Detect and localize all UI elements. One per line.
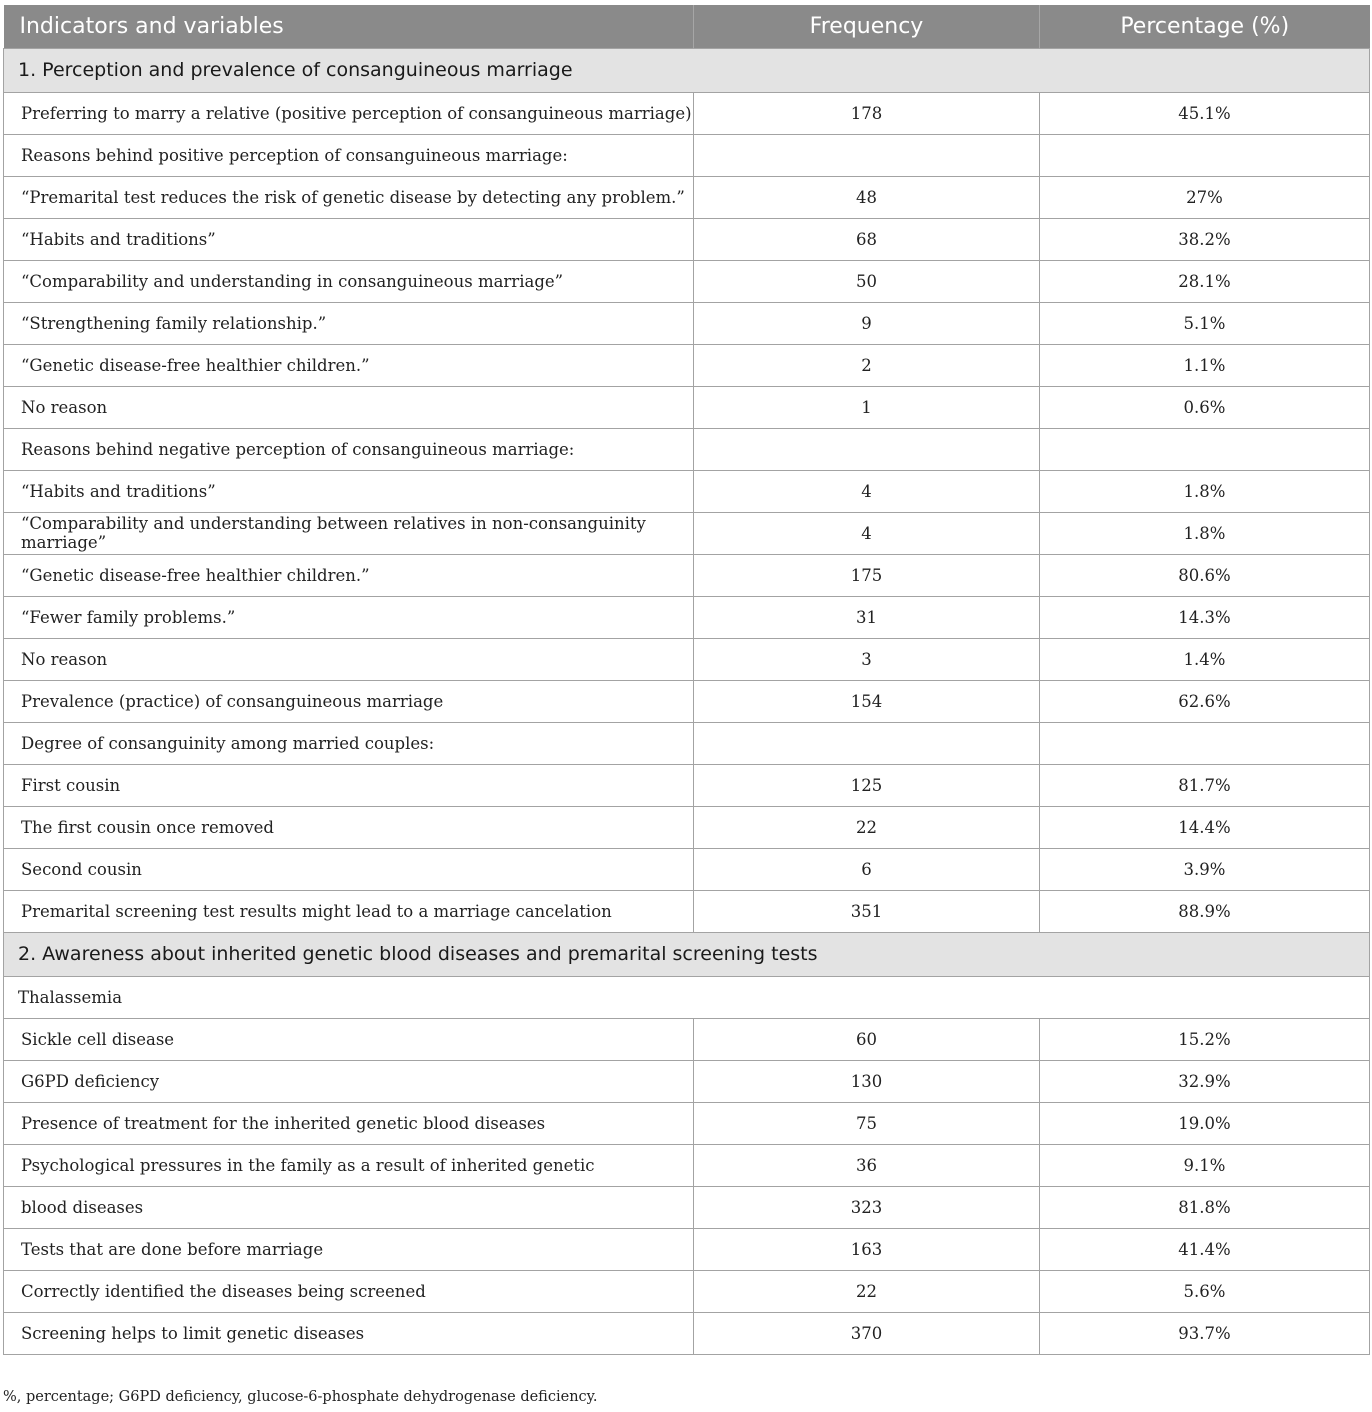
- table-row: [4, 1312, 1370, 1354]
- table-row: [4, 806, 1370, 848]
- frequency-cell: 22: [694, 806, 1040, 848]
- row-label: Reasons behind negative perception of consanguineous marriage:: [4, 428, 694, 470]
- table-row: [4, 428, 1370, 470]
- frequency-cell: 2: [694, 344, 1040, 386]
- table-row: [4, 260, 1370, 302]
- row-label: Thalassemia: [4, 976, 1370, 1018]
- table-row: [4, 680, 1370, 722]
- frequency-cell: 68: [694, 218, 1040, 260]
- frequency-cell: 351: [694, 890, 1040, 932]
- percentage-cell: 38.2%: [1040, 218, 1370, 260]
- frequency-cell: 130: [694, 1060, 1040, 1102]
- row-label: No reason: [4, 386, 694, 428]
- frequency-cell: 154: [694, 680, 1040, 722]
- table-row: [4, 1144, 1370, 1186]
- frequency-cell: 4: [694, 470, 1040, 512]
- table-row: [4, 976, 1370, 1018]
- percentage-cell: 1.1%: [1040, 344, 1370, 386]
- percentage-cell: 5.1%: [1040, 302, 1370, 344]
- table-row: [4, 638, 1370, 680]
- percentage-cell: 15.2%: [1040, 1018, 1370, 1060]
- table-row: [4, 386, 1370, 428]
- frequency-cell: 163: [694, 1228, 1040, 1270]
- frequency-cell: 9: [694, 302, 1040, 344]
- percentage-cell: 81.8%: [1040, 1186, 1370, 1228]
- row-label: Sickle cell disease: [4, 1018, 694, 1060]
- percentage-cell: 93.7%: [1040, 1312, 1370, 1354]
- table-row: [4, 176, 1370, 218]
- percentage-cell: 62.6%: [1040, 680, 1370, 722]
- row-label: blood diseases: [4, 1186, 694, 1228]
- row-label: No reason: [4, 638, 694, 680]
- table-footnote: %, percentage; G6PD deficiency, glucose-6-phosphate dehydrogenase deficiency.: [3, 1389, 598, 1405]
- frequency-cell: 31: [694, 596, 1040, 638]
- row-label: “Premarital test reduces the risk of genetic disease by detecting any problem.”: [4, 176, 694, 218]
- percentage-cell: 1.4%: [1040, 638, 1370, 680]
- frequency-cell: 36: [694, 1144, 1040, 1186]
- table-row: [4, 1102, 1370, 1144]
- percentage-cell: 5.6%: [1040, 1270, 1370, 1312]
- frequency-cell: 370: [694, 1312, 1040, 1354]
- frequency-cell: 125: [694, 764, 1040, 806]
- table-row: [4, 722, 1370, 764]
- frequency-cell: 22: [694, 1270, 1040, 1312]
- percentage-cell: 14.4%: [1040, 806, 1370, 848]
- row-label: “Strengthening family relationship.”: [4, 302, 694, 344]
- data-table: [3, 5, 1370, 1355]
- percentage-cell: 28.1%: [1040, 260, 1370, 302]
- row-label: “Comparability and understanding between relatives in non-consanguinity marriage”: [4, 512, 694, 554]
- table-row: [4, 218, 1370, 260]
- percentage-cell: 19.0%: [1040, 1102, 1370, 1144]
- row-label: Correctly identified the diseases being screened: [4, 1270, 694, 1312]
- row-label: “Fewer family problems.”: [4, 596, 694, 638]
- section-header-row: [4, 932, 1370, 976]
- frequency-cell: 4: [694, 512, 1040, 554]
- percentage-cell: 45.1%: [1040, 92, 1370, 134]
- section-title: 2. Awareness about inherited genetic blood diseases and premarital screening tests: [4, 932, 1370, 976]
- table-row: [4, 302, 1370, 344]
- table-row: [4, 1270, 1370, 1312]
- table-row: [4, 1018, 1370, 1060]
- frequency-cell: 60: [694, 1018, 1040, 1060]
- percentage-cell: [1040, 428, 1370, 470]
- frequency-cell: 1: [694, 386, 1040, 428]
- percentage-cell: 88.9%: [1040, 890, 1370, 932]
- row-label: “Genetic disease-free healthier children.”: [4, 554, 694, 596]
- header-percentage: Percentage (%): [1040, 5, 1370, 48]
- row-label: Preferring to marry a relative (positive perception of consanguineous marriage): [4, 92, 694, 134]
- table-row: [4, 848, 1370, 890]
- table-row: [4, 470, 1370, 512]
- percentage-cell: 1.8%: [1040, 512, 1370, 554]
- percentage-cell: 3.9%: [1040, 848, 1370, 890]
- percentage-cell: [1040, 722, 1370, 764]
- row-label: G6PD deficiency: [4, 1060, 694, 1102]
- table-row: [4, 1186, 1370, 1228]
- row-label: “Habits and traditions”: [4, 470, 694, 512]
- table-header: [4, 5, 1370, 48]
- table-row: [4, 1060, 1370, 1102]
- row-label: Psychological pressures in the family as a result of inherited genetic: [4, 1144, 694, 1186]
- frequency-cell: 3: [694, 638, 1040, 680]
- table-row: [4, 92, 1370, 134]
- section-header-row: [4, 48, 1370, 92]
- row-label: First cousin: [4, 764, 694, 806]
- row-label: Screening helps to limit genetic diseases: [4, 1312, 694, 1354]
- row-label: Premarital screening test results might lead to a marriage cancelation: [4, 890, 694, 932]
- row-label: Presence of treatment for the inherited genetic blood diseases: [4, 1102, 694, 1144]
- row-label: Reasons behind positive perception of consanguineous marriage:: [4, 134, 694, 176]
- row-label: The first cousin once removed: [4, 806, 694, 848]
- row-label: Second cousin: [4, 848, 694, 890]
- table-row: [4, 554, 1370, 596]
- row-label: Prevalence (practice) of consanguineous marriage: [4, 680, 694, 722]
- frequency-cell: 178: [694, 92, 1040, 134]
- percentage-cell: 0.6%: [1040, 386, 1370, 428]
- row-label: Degree of consanguinity among married couples:: [4, 722, 694, 764]
- header-frequency: Frequency: [694, 5, 1040, 48]
- section-title: 1. Perception and prevalence of consanguineous marriage: [4, 48, 1370, 92]
- table-row: [4, 596, 1370, 638]
- table-row: [4, 890, 1370, 932]
- percentage-cell: [1040, 134, 1370, 176]
- frequency-cell: 75: [694, 1102, 1040, 1144]
- frequency-cell: 50: [694, 260, 1040, 302]
- row-label: “Comparability and understanding in consanguineous marriage”: [4, 260, 694, 302]
- row-label: Tests that are done before marriage: [4, 1228, 694, 1270]
- header-indicators: Indicators and variables: [4, 5, 694, 48]
- frequency-cell: 48: [694, 176, 1040, 218]
- percentage-cell: 32.9%: [1040, 1060, 1370, 1102]
- row-label: “Genetic disease-free healthier children.”: [4, 344, 694, 386]
- percentage-cell: 1.8%: [1040, 470, 1370, 512]
- percentage-cell: 27%: [1040, 176, 1370, 218]
- table-body: [4, 48, 1370, 1354]
- percentage-cell: 81.7%: [1040, 764, 1370, 806]
- percentage-cell: 80.6%: [1040, 554, 1370, 596]
- frequency-cell: [694, 428, 1040, 470]
- frequency-cell: [694, 134, 1040, 176]
- percentage-cell: 14.3%: [1040, 596, 1370, 638]
- header-row: [4, 5, 1370, 48]
- frequency-cell: 323: [694, 1186, 1040, 1228]
- row-label: “Habits and traditions”: [4, 218, 694, 260]
- table-row: [4, 344, 1370, 386]
- table-row: [4, 764, 1370, 806]
- frequency-cell: 6: [694, 848, 1040, 890]
- percentage-cell: 41.4%: [1040, 1228, 1370, 1270]
- table-row: [4, 1228, 1370, 1270]
- table-row: [4, 134, 1370, 176]
- percentage-cell: 9.1%: [1040, 1144, 1370, 1186]
- table-row: [4, 512, 1370, 554]
- frequency-cell: 175: [694, 554, 1040, 596]
- frequency-cell: [694, 722, 1040, 764]
